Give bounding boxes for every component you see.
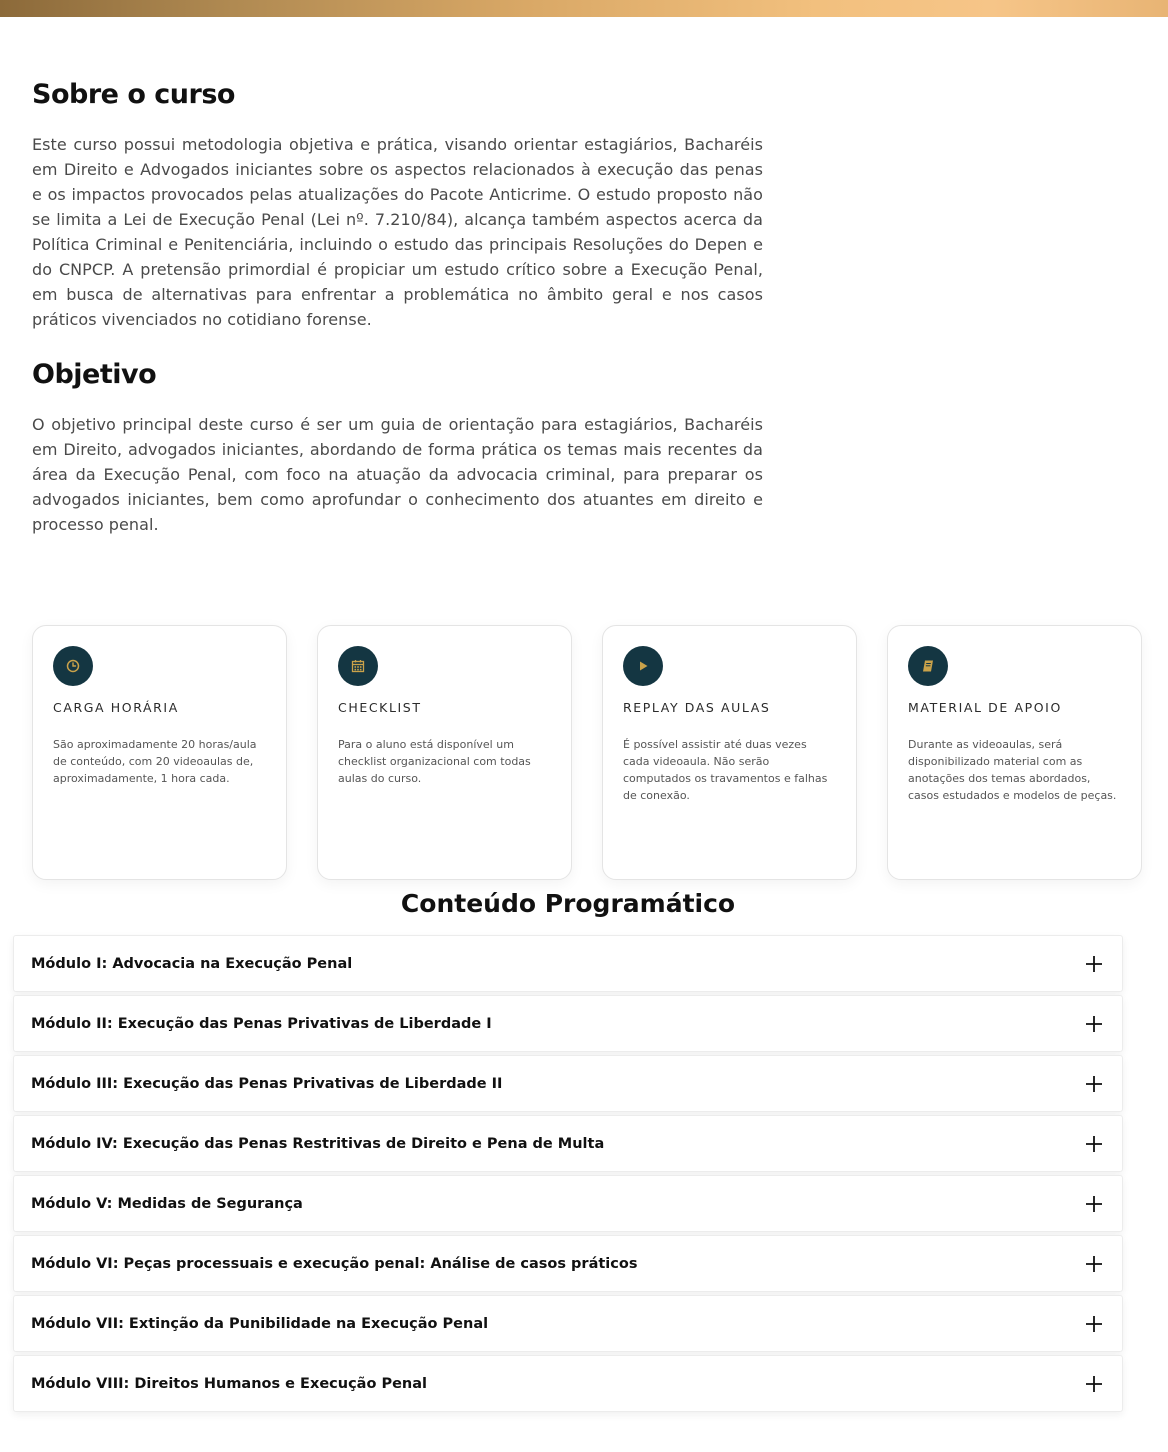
- feature-text: Para o aluno está disponível um checklist organizacional com todas aulas do curso.: [338, 738, 531, 785]
- calendar-icon: [338, 646, 378, 686]
- feature-card-replay: [602, 625, 857, 880]
- about-text: Este curso possui metodologia objetiva e prática, visando orientar estagiários, Bacharéis em Direito e Advogados iniciantes sobre os aspectos relacionados à execução das penas e os impactos provocados pelas atualizações do Pacote Anticrime. O estudo proposto não se limita a Lei de Execução Penal (Lei nº. 7.210/84), alcança também aspectos acerca da Política Criminal e Penitenciária, incluindo o estudo das principais Resoluções do Depen e do CNPCP. A pretensão primordial é propiciar um estudo crítico sobre a Execução Penal, em busca de alternativas para enfrentar a problemática no âmbito geral e nos casos práticos vivenciados no cotidiano forense.: [32, 135, 763, 329]
- module-label: Módulo VIII: Direitos Humanos e Execução Penal: [31, 1375, 427, 1392]
- program-title: Conteúdo Programático: [400, 889, 736, 918]
- plus-icon[interactable]: [1085, 1015, 1103, 1033]
- module-item[interactable]: [13, 995, 1123, 1052]
- module-label: Módulo III: Execução das Penas Privativas de Liberdade II: [31, 1075, 503, 1092]
- module-label: Módulo I: Advocacia na Execução Penal: [31, 955, 353, 972]
- plus-icon[interactable]: [1085, 1315, 1103, 1333]
- clock-icon: [53, 646, 93, 686]
- plus-icon[interactable]: [1085, 1075, 1103, 1093]
- module-label: Módulo II: Execução das Penas Privativas de Liberdade I: [31, 1015, 492, 1032]
- module-label: Módulo IV: Execução das Penas Restritivas de Direito e Pena de Multa: [31, 1135, 605, 1152]
- about-title: Sobre o curso: [32, 79, 235, 110]
- module-item[interactable]: [13, 1115, 1123, 1172]
- module-item[interactable]: [13, 1235, 1123, 1292]
- feature-title: MATERIAL DE APOIO: [908, 700, 1062, 715]
- plus-icon[interactable]: [1085, 1195, 1103, 1213]
- module-item[interactable]: [13, 1055, 1123, 1112]
- plus-icon[interactable]: [1085, 1255, 1103, 1273]
- plus-icon[interactable]: [1085, 955, 1103, 973]
- module-item[interactable]: [13, 935, 1123, 992]
- plus-icon[interactable]: [1085, 1135, 1103, 1153]
- objective-text: O objetivo principal deste curso é ser um guia de orientação para estagiários, Bacharéis em Direito, advogados iniciantes, abordando de forma prática os temas mais recentes da área da Execução Penal, com foco na atuação da advocacia criminal, para preparar os advogados iniciantes, bem como aprofundar o conhecimento dos atuantes em direito e processo penal.: [32, 415, 763, 534]
- module-item[interactable]: [13, 1175, 1123, 1232]
- feature-card-carga-horaria: [32, 625, 287, 880]
- feature-title: CHECKLIST: [338, 700, 422, 715]
- book-icon: [908, 646, 948, 686]
- module-label: Módulo V: Medidas de Segurança: [31, 1195, 303, 1212]
- play-icon: [623, 646, 663, 686]
- header-gradient-bar: [0, 0, 1168, 17]
- feature-text: É possível assistir até duas vezes cada videoaula. Não serão computados os travamentos e falhas de conexão.: [623, 738, 828, 802]
- module-item[interactable]: [13, 1295, 1123, 1352]
- module-item[interactable]: [13, 1355, 1123, 1412]
- features-row: [32, 625, 1142, 880]
- feature-text: Durante as videoaulas, será disponibilizado material com as anotações dos temas abordados, casos estudados e modelos de peças.: [908, 738, 1117, 802]
- feature-text: São aproximadamente 20 horas/aula de conteúdo, com 20 videoaulas de, aproximadamente, 1 hora cada.: [53, 738, 257, 785]
- feature-title: REPLAY DAS AULAS: [623, 700, 771, 715]
- plus-icon[interactable]: [1085, 1375, 1103, 1393]
- feature-title: CARGA HORÁRIA: [53, 700, 179, 715]
- feature-card-material: [887, 625, 1142, 880]
- objective-title: Objetivo: [32, 359, 157, 390]
- feature-card-checklist: [317, 625, 572, 880]
- modules-accordion: [13, 935, 1123, 1415]
- module-label: Módulo VII: Extinção da Punibilidade na Execução Penal: [31, 1315, 489, 1332]
- about-section: [32, 78, 763, 537]
- module-label: Módulo VI: Peças processuais e execução penal: Análise de casos práticos: [31, 1255, 638, 1272]
